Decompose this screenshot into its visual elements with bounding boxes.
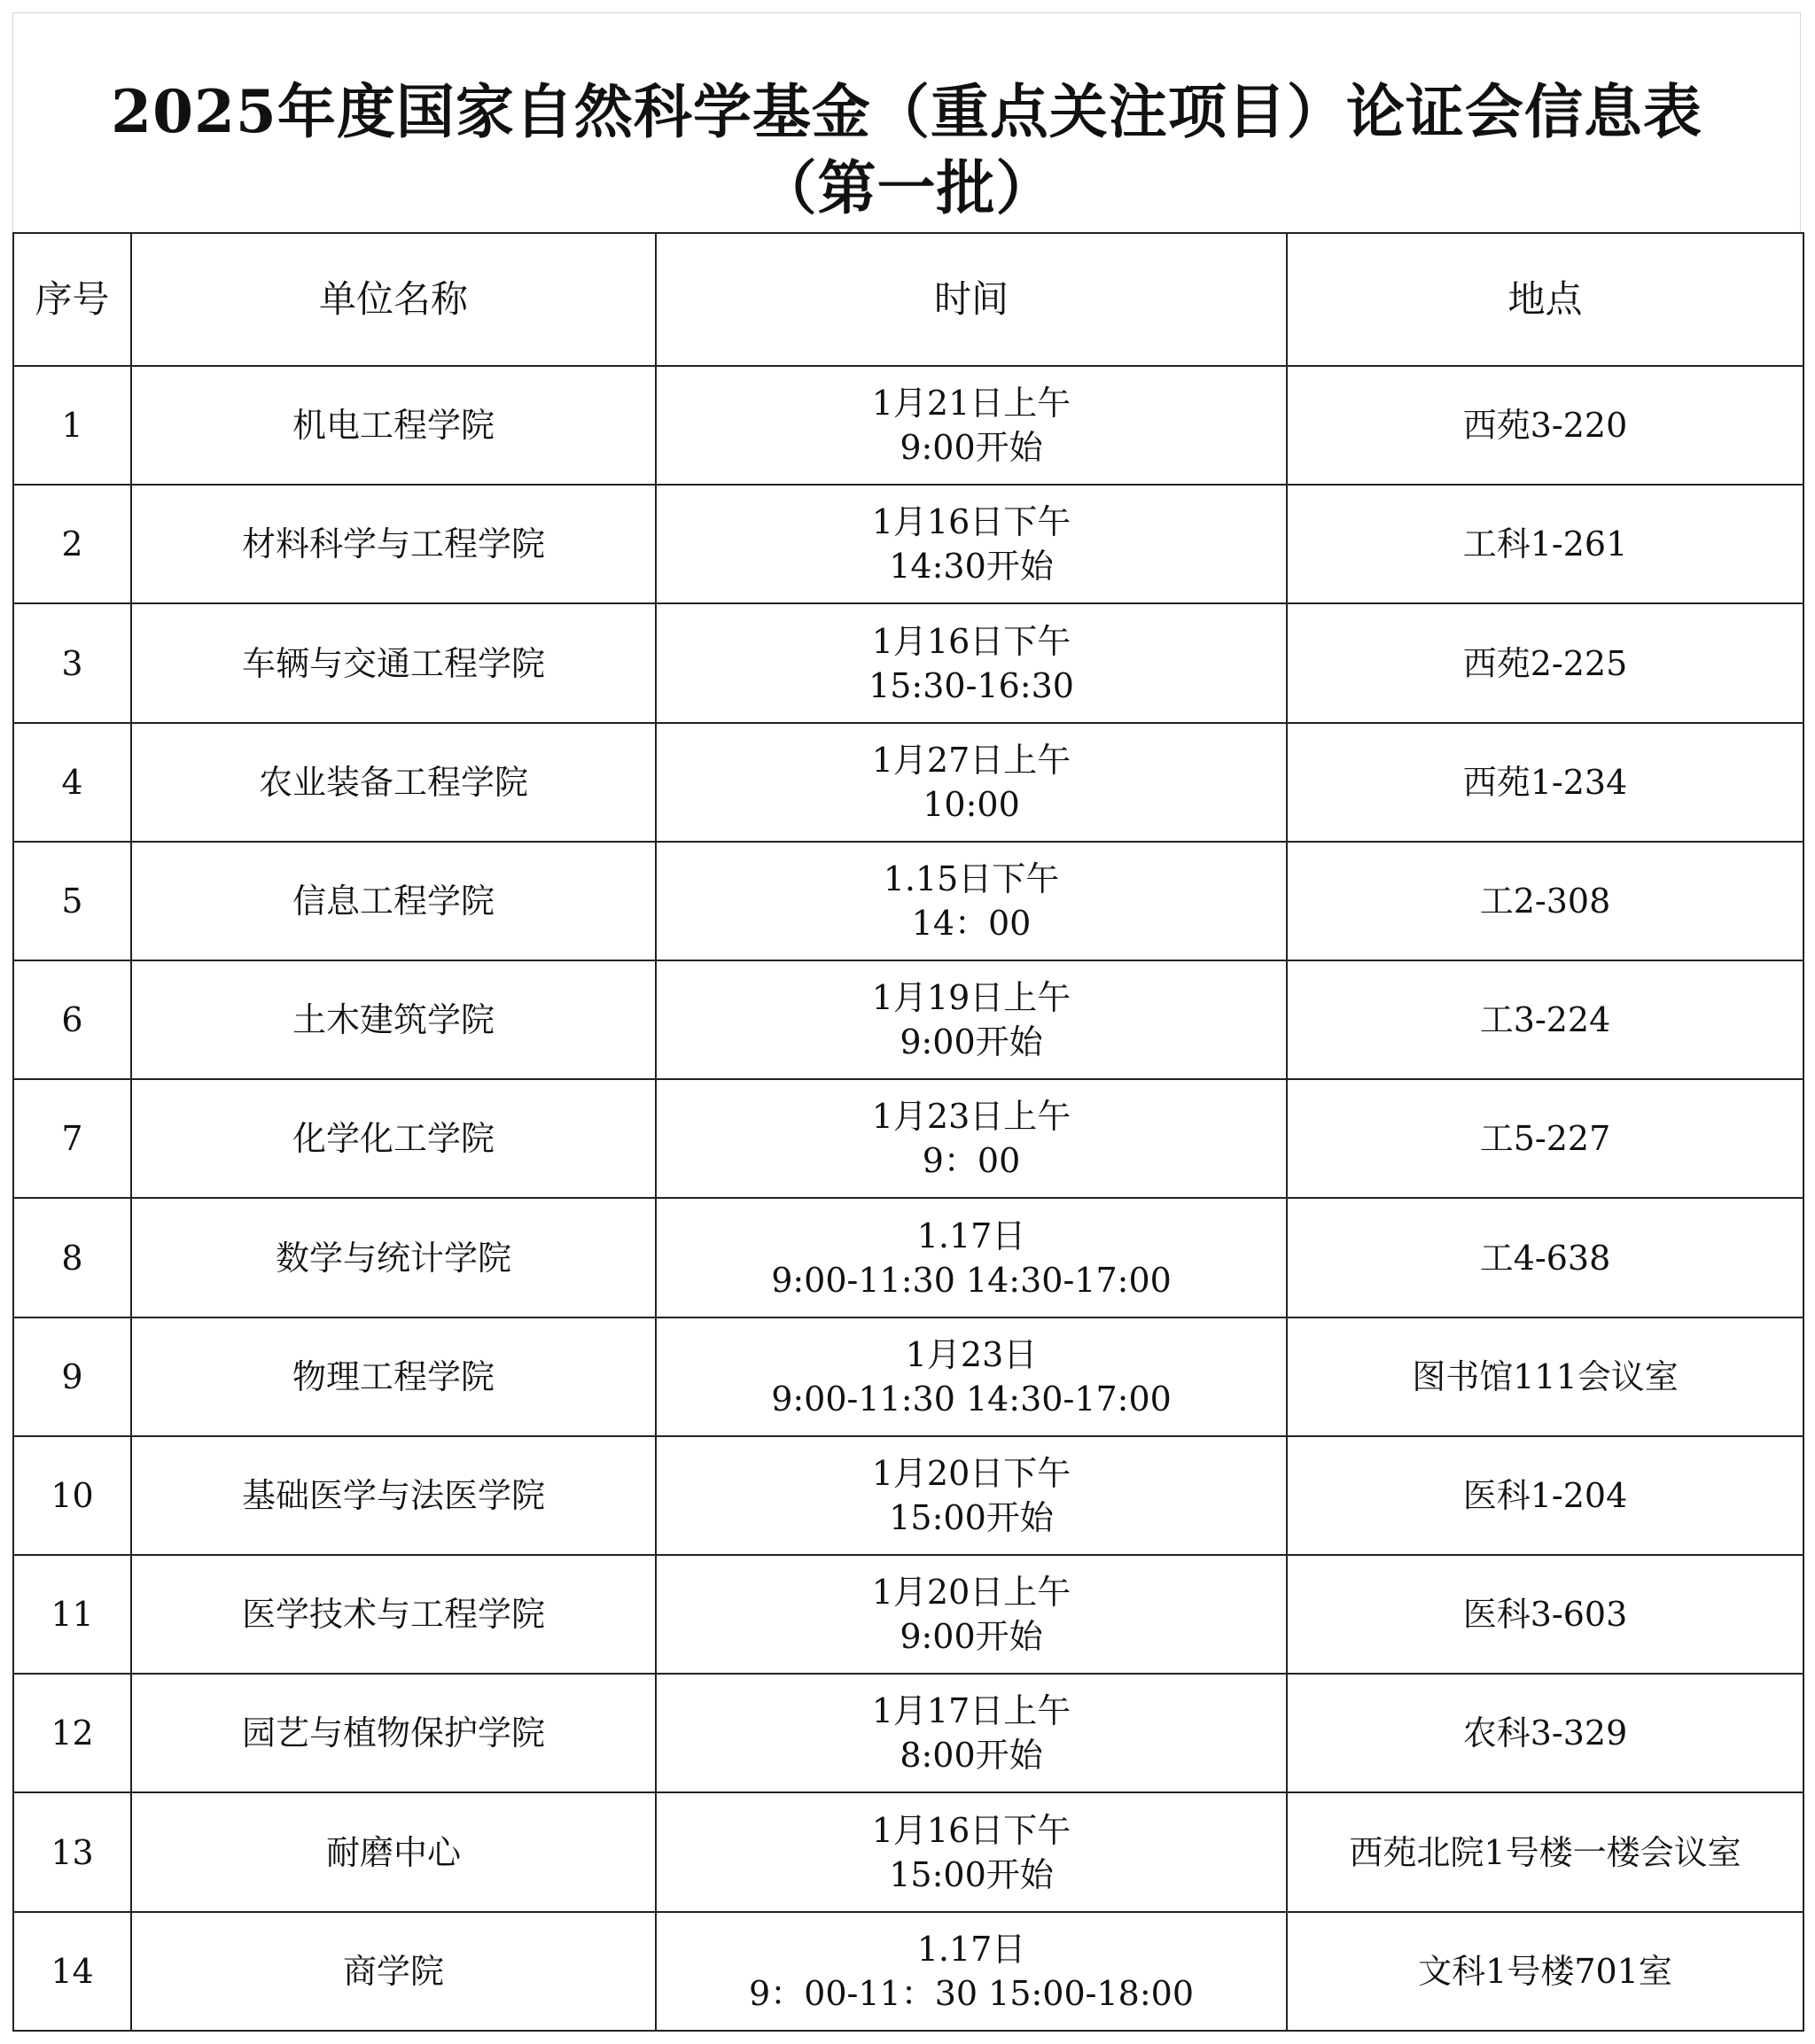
time-hours-line: 9：00 [922,1141,1021,1181]
time-date-line: 1.17日 [916,1216,1026,1255]
time-hours-line: 14:30开始 [889,547,1054,587]
time-hours-line: 9:00-11:30 14:30-17:00 [771,1379,1172,1418]
time-hours-line: 9:00开始 [900,1022,1043,1062]
place-cell: 西苑1-234 [1287,723,1803,842]
time-hours-line: 14：00 [911,903,1032,943]
row-number-cell: 2 [13,485,131,603]
unit-name-cell: 物理工程学院 [131,1317,656,1436]
unit-name-cell: 土木建筑学院 [131,960,656,1079]
time-date-line: 1月17日上午 [871,1691,1071,1731]
row-number-cell: 7 [13,1079,131,1198]
time-date-line: 1月16日下午 [871,1810,1071,1850]
time-cell [656,1317,1287,1436]
place-cell: 工3-224 [1287,960,1803,1079]
time-hours-line: 15:30-16:30 [869,665,1074,705]
place-cell: 工科1-261 [1287,485,1803,603]
table-row [13,1674,1803,1792]
time-date-line: 1月20日上午 [871,1573,1071,1613]
row-number-cell: 14 [13,1912,131,2031]
time-hours-line: 9:00-11:30 14:30-17:00 [771,1260,1172,1300]
table-row [13,1436,1803,1555]
time-hours-line: 15:00开始 [889,1497,1054,1537]
time-hours-line: 9：00-11：30 15:00-18:00 [748,1973,1195,2013]
time-date-line: 1月20日下午 [871,1453,1071,1493]
time-date-line: 1月16日下午 [871,502,1071,542]
table-header-row [13,233,1803,366]
time-cell [656,1436,1287,1555]
place-cell: 医科3-603 [1287,1555,1803,1674]
table-row [13,485,1803,603]
table-row [13,1555,1803,1674]
place-cell: 西苑2-225 [1287,603,1803,722]
header-no: 序号 [13,233,131,366]
row-number-cell: 13 [13,1792,131,1911]
time-cell [656,1912,1287,2031]
time-date-line: 1月23日上午 [871,1097,1071,1137]
title-area [12,12,1801,232]
time-cell [656,1555,1287,1674]
time-date-line: 1.17日 [916,1929,1026,1969]
row-number-cell: 11 [13,1555,131,1674]
header-place: 地点 [1287,233,1803,366]
row-number-cell: 4 [13,723,131,842]
document-subtitle: （第一批） [758,153,1056,222]
time-date-line: 1月23日 [905,1334,1038,1374]
place-cell: 图书馆111会议室 [1287,1317,1803,1436]
place-cell: 文科1号楼701室 [1287,1912,1803,2031]
unit-name-cell: 材料科学与工程学院 [131,485,656,603]
time-date-line: 1月19日上午 [871,978,1071,1018]
time-cell [656,485,1287,603]
unit-name-cell: 园艺与植物保护学院 [131,1674,656,1792]
unit-name-cell: 医学技术与工程学院 [131,1555,656,1674]
time-cell [656,1792,1287,1911]
row-number-cell: 10 [13,1436,131,1555]
place-cell: 工4-638 [1287,1198,1803,1317]
table-row [13,1079,1803,1198]
table-row [13,603,1803,722]
table-row [13,1792,1803,1911]
table-row [13,1198,1803,1317]
place-cell: 农科3-329 [1287,1674,1803,1792]
place-cell: 医科1-204 [1287,1436,1803,1555]
unit-name-cell: 化学化工学院 [131,1079,656,1198]
table-row [13,1912,1803,2031]
row-number-cell: 6 [13,960,131,1079]
time-date-line: 1月27日上午 [871,740,1071,780]
meeting-info-table [12,232,1804,2032]
time-hours-line: 8:00开始 [900,1736,1043,1776]
table-row [13,366,1803,485]
table-row [13,723,1803,842]
row-number-cell: 9 [13,1317,131,1436]
row-number-cell: 12 [13,1674,131,1792]
time-hours-line: 9:00开始 [900,1617,1043,1657]
unit-name-cell: 农业装备工程学院 [131,723,656,842]
time-date-line: 1.15日下午 [883,859,1060,898]
document-title: 2025年度国家自然科学基金（重点关注项目）论证会信息表 [111,77,1702,146]
time-cell [656,1198,1287,1317]
unit-name-cell: 数学与统计学院 [131,1198,656,1317]
place-cell: 西苑3-220 [1287,366,1803,485]
time-cell [656,842,1287,960]
time-cell [656,603,1287,722]
time-cell [656,1674,1287,1792]
unit-name-cell: 基础医学与法医学院 [131,1436,656,1555]
time-date-line: 1月16日下午 [871,621,1071,661]
row-number-cell: 1 [13,366,131,485]
header-time: 时间 [656,233,1287,366]
unit-name-cell: 耐磨中心 [131,1792,656,1911]
time-hours-line: 10:00 [923,784,1020,824]
header-unit: 单位名称 [131,233,656,366]
unit-name-cell: 信息工程学院 [131,842,656,960]
unit-name-cell: 车辆与交通工程学院 [131,603,656,722]
time-cell [656,723,1287,842]
time-date-line: 1月21日上午 [871,384,1071,424]
time-hours-line: 9:00开始 [900,428,1043,468]
table-row [13,1317,1803,1436]
unit-name-cell: 商学院 [131,1912,656,2031]
unit-name-cell: 机电工程学院 [131,366,656,485]
place-cell: 工5-227 [1287,1079,1803,1198]
time-cell [656,960,1287,1079]
place-cell: 西苑北院1号楼一楼会议室 [1287,1792,1803,1911]
time-cell [656,1079,1287,1198]
row-number-cell: 5 [13,842,131,960]
time-hours-line: 15:00开始 [889,1854,1054,1894]
row-number-cell: 8 [13,1198,131,1317]
place-cell: 工2-308 [1287,842,1803,960]
table-row [13,842,1803,960]
row-number-cell: 3 [13,603,131,722]
table-row [13,960,1803,1079]
table-body [13,366,1803,2031]
time-cell [656,366,1287,485]
